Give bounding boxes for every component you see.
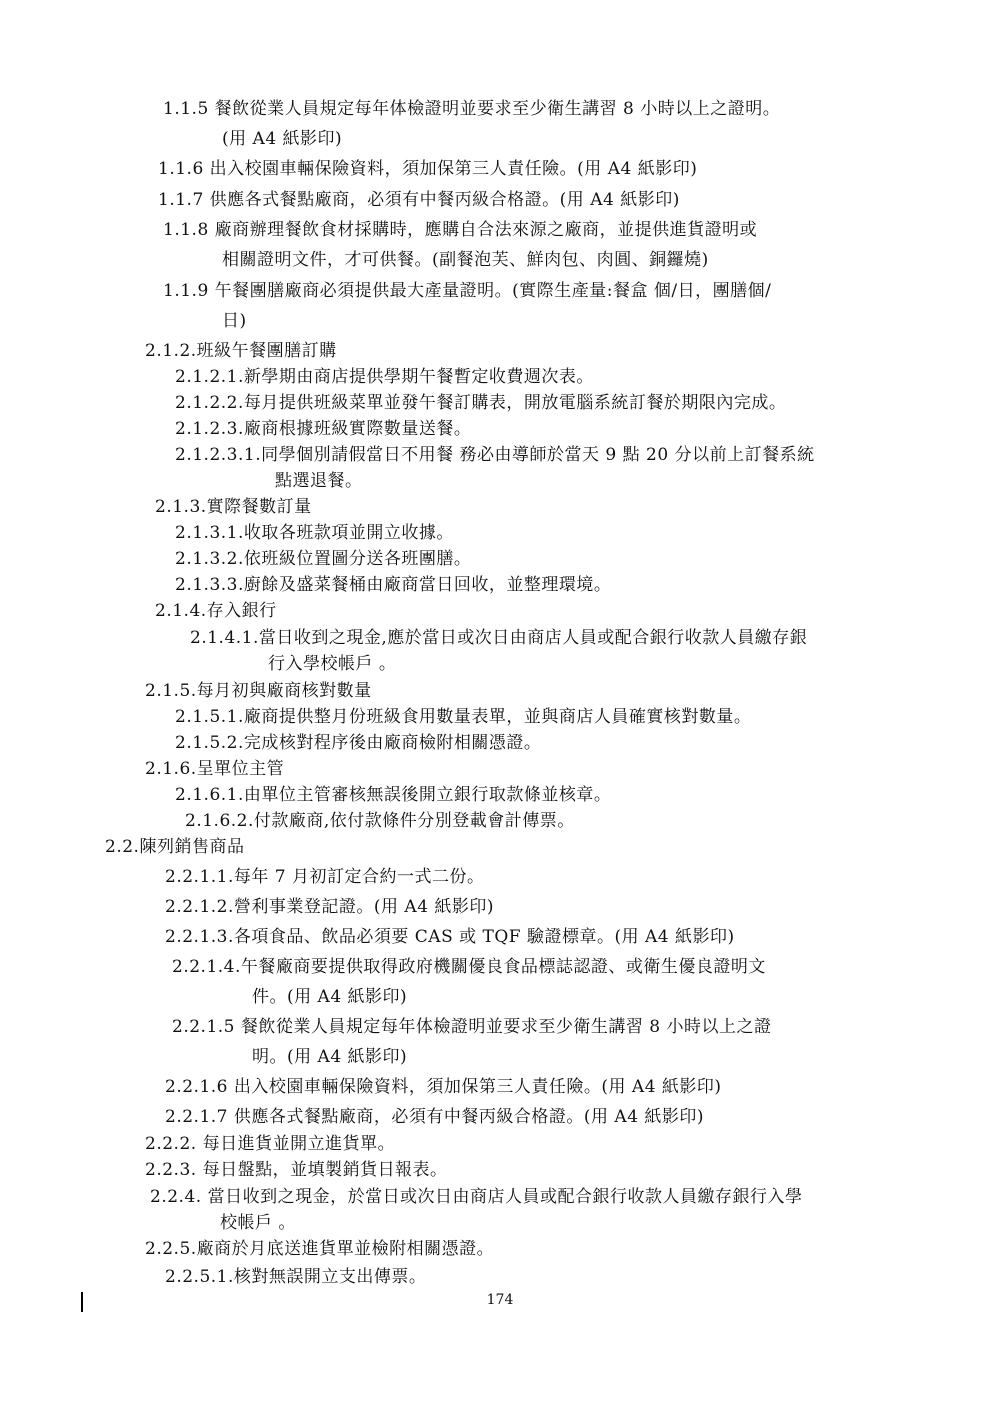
text-line: 2.1.6.2.付款廠商,依付款條件分別登載會計傳票。 [185, 811, 575, 831]
text-line: 2.2.陳列銷售商品 [105, 837, 245, 857]
text-line: 件。(用 A4 紙影印) [252, 987, 408, 1007]
text-line: 2.2.1.2.營利事業登記證。(用 A4 紙影印) [165, 897, 495, 917]
page-number: 174 [486, 1292, 514, 1308]
text-line: 點選退餐。 [275, 471, 363, 491]
text-line: 2.1.5.2.完成核對程序後由廠商檢附相關憑證。 [175, 733, 542, 753]
text-line: 2.1.3.實際餐數訂量 [155, 497, 312, 517]
text-line: 2.1.4.存入銀行 [155, 601, 277, 621]
text-line: 2.2.1.6 出入校園車輛保險資料，須加保第三人責任險。(用 A4 紙影印) [165, 1077, 722, 1097]
text-line: 行入學校帳戶 。 [268, 654, 397, 674]
text-line: 2.1.5.1.廠商提供整月份班級食用數量表單，並與商店人員確實核對數量。 [175, 707, 752, 727]
text-line: 2.2.2. 每日進貨並開立進貨單。 [145, 1134, 396, 1154]
text-line: 1.1.5 餐飲從業人員規定每年体檢證明並要求至少衛生講習 8 小時以上之證明。 [163, 99, 781, 119]
text-line: 1.1.7 供應各式餐點廠商，必須有中餐丙級合格證。(用 A4 紙影印) [158, 190, 680, 210]
text-line: 2.1.3.3.廚餘及盛菜餐桶由廠商當日回收，並整理環境。 [175, 575, 612, 595]
text-line: 1.1.6 出入校園車輛保險資料，須加保第三人責任險。(用 A4 紙影印) [158, 159, 698, 179]
text-line: 相關證明文件，才可供餐。(副餐泡芙、鮮肉包、肉圓、銅鑼燒) [222, 250, 709, 270]
text-line: 2.2.4. 當日收到之現金，於當日或次日由商店人員或配合銀行收款人員繳存銀行入學 [150, 1187, 803, 1207]
text-line: 2.1.2.2.每月提供班級菜單並發午餐訂購表，開放電腦系統訂餐於期限內完成。 [175, 393, 787, 413]
text-line: 日) [222, 311, 247, 331]
text-line: 1.1.8 廠商辦理餐飲食材採購時，應購自合法來源之廠商，並提供進貨證明或 [163, 220, 758, 240]
text-line: 2.1.4.1.當日收到之現金,應於當日或次日由商店人員或配合銀行收款人員繳存銀 [190, 628, 808, 648]
text-line: 明。(用 A4 紙影印) [252, 1047, 408, 1067]
text-line: 2.1.2.3.1.同學個別請假當日不用餐 務必由導師於當天 9 點 20 分以前上訂餐系統 [175, 445, 815, 465]
text-line: 2.2.5.廠商於月底送進貨單並檢附相關憑證。 [145, 1239, 495, 1259]
text-line: 1.1.9 午餐團膳廠商必須提供最大產量證明。(實際生產量:餐盒 個/日，團膳個/ [163, 281, 772, 301]
text-line: 2.2.5.1.核對無誤開立支出傳票。 [165, 1267, 427, 1287]
text-line: 2.1.3.2.依班級位置圖分送各班團膳。 [175, 549, 472, 569]
text-line: 2.2.1.5 餐飲從業人員規定每年体檢證明並要求至少衛生講習 8 小時以上之證 [172, 1017, 772, 1037]
text-line: 2.1.3.1.收取各班款項並開立收據。 [175, 523, 454, 543]
text-line: 2.1.5.每月初與廠商核對數量 [145, 681, 372, 701]
text-line: 2.1.2.班級午餐團膳訂購 [145, 341, 337, 361]
text-line: 2.1.6.1.由單位主管審核無誤後開立銀行取款條並核章。 [175, 785, 612, 805]
text-line: 2.1.6.呈單位主管 [145, 759, 285, 779]
text-line: 2.2.1.1.每年 7 月初訂定合約一式二份。 [165, 867, 485, 887]
text-line: 2.2.3. 每日盤點，並填製銷貨日報表。 [145, 1160, 448, 1180]
text-line: 2.1.2.1.新學期由商店提供學期午餐暫定收費週次表。 [175, 367, 594, 387]
text-line: 2.2.1.4.午餐廠商要提供取得政府機關優良食品標誌認證、或衛生優良證明文 [172, 957, 766, 977]
text-line: 校帳戶 。 [220, 1213, 296, 1233]
text-line: (用 A4 紙影印) [222, 129, 343, 149]
text-line: 2.2.1.7 供應各式餐點廠商，必須有中餐丙級合格證。(用 A4 紙影印) [165, 1107, 705, 1127]
text-line: 2.1.2.3.廠商根據班級實際數量送餐。 [175, 419, 472, 439]
text-line: 2.2.1.3.各項食品、飲品必須要 CAS 或 TQF 驗證標章。(用 A4 紙影印) [165, 927, 735, 947]
